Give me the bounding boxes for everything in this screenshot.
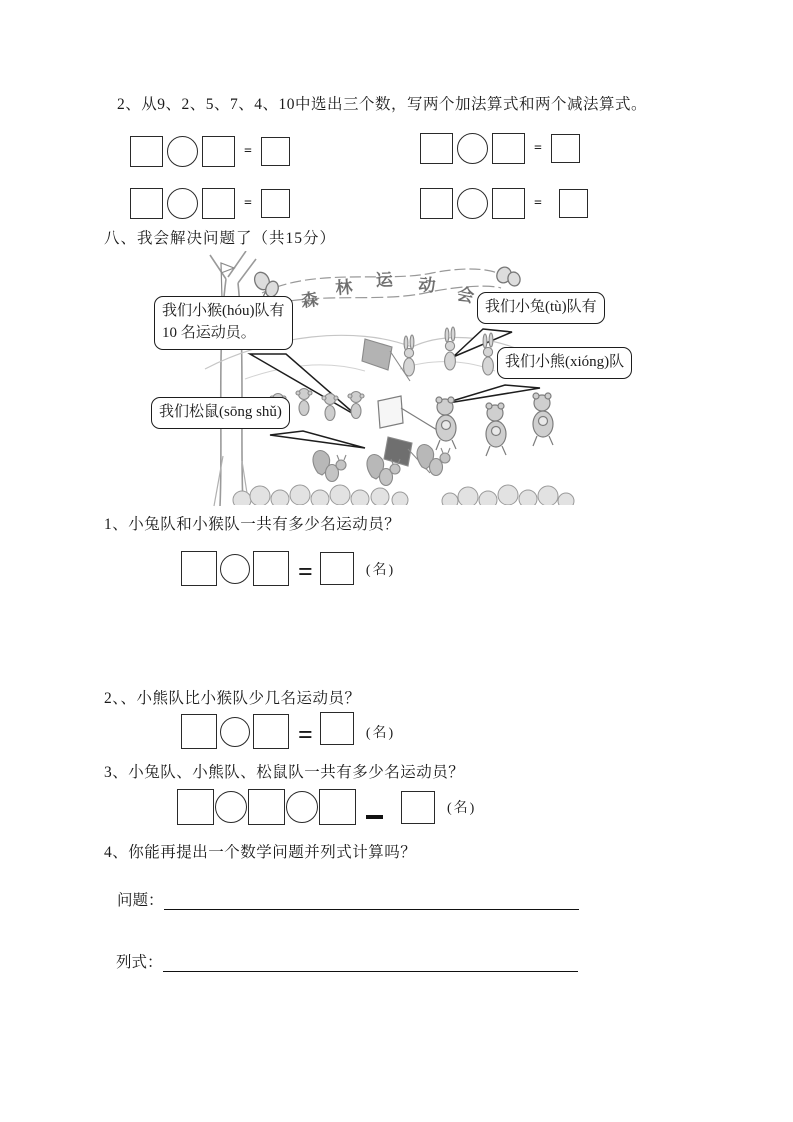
bear-speech-bubble — [497, 347, 632, 379]
answer-box — [177, 789, 214, 825]
monkey — [322, 394, 338, 421]
result-box — [320, 552, 354, 585]
answer-box — [492, 133, 525, 164]
small-flag-icon — [221, 263, 234, 299]
monkey-speech-bubble — [154, 296, 293, 350]
equals-sign: = — [534, 140, 542, 156]
team-flag — [384, 437, 412, 466]
operator-circle — [215, 791, 247, 823]
problem-row — [117, 888, 579, 910]
answer-box — [130, 136, 163, 167]
answer-box — [253, 714, 289, 749]
answer-box — [130, 188, 163, 219]
operator-circle — [220, 554, 250, 584]
result-box — [261, 189, 290, 218]
operator-circle — [220, 717, 250, 747]
banner-char: 动 — [417, 275, 437, 296]
squirrel-bubble-tail — [270, 431, 365, 448]
squirrel — [313, 450, 346, 481]
answer-box — [202, 136, 235, 167]
banner-bow-right — [494, 265, 521, 288]
answer-box — [420, 133, 453, 164]
answer-box — [420, 188, 453, 219]
answer-box — [202, 188, 235, 219]
equation-blank-row — [130, 188, 290, 219]
banner-char: 会 — [455, 284, 476, 307]
section-heading: 八、我会解决问题了（共15分） — [104, 230, 337, 247]
equation-label: 列式： — [116, 954, 163, 971]
banner-char: 运 — [375, 270, 394, 290]
monkey — [348, 392, 364, 419]
operator-circle — [167, 136, 198, 167]
equals-dash — [366, 815, 383, 819]
equation-row — [116, 950, 578, 972]
bear-bubble-text: 我们小熊(xióng)队 — [505, 354, 625, 370]
answer-box — [319, 789, 356, 825]
squirrel-speech-bubble — [151, 397, 290, 429]
equation-blank-row — [420, 188, 588, 219]
bear — [533, 393, 553, 446]
monkey-bubble-text: 10 名运动员。 — [162, 324, 256, 341]
rabbit-bubble-text: 我们小兔(tù)队有 — [485, 299, 597, 315]
answer-box — [248, 789, 285, 825]
unit-label: (名) — [447, 801, 477, 816]
rabbit — [404, 335, 415, 376]
bear — [436, 397, 456, 450]
squirrel-bubble-text: 我们松鼠(sōng shǔ) — [159, 404, 282, 420]
rabbit-team — [362, 327, 493, 381]
tree-trunk — [210, 251, 256, 506]
monkey — [296, 389, 312, 416]
problem-label: 问题： — [117, 892, 164, 909]
unit-label: (名) — [365, 725, 396, 741]
operator-circle — [286, 791, 318, 823]
bushes — [230, 485, 575, 509]
equals-sign: = — [244, 143, 252, 159]
forest-scene-drawing — [150, 251, 666, 509]
equals-sign: = — [298, 556, 313, 586]
question-4-label: 4、你能再提出一个数学问题并列式计算吗？ — [104, 844, 417, 861]
question-3-label: 3、小兔队、小熊队、松鼠队一共有多少名运动员？ — [104, 764, 465, 781]
question-1-answer-row — [181, 551, 395, 586]
unit-label: (名) — [365, 562, 396, 578]
banner-char: 森 — [299, 289, 320, 311]
equation-write-line — [163, 954, 578, 972]
squirrel — [417, 444, 450, 475]
team-flag — [362, 339, 392, 370]
banner-char: 林 — [334, 277, 354, 298]
answer-box — [181, 714, 217, 749]
question-2-answer-row — [181, 714, 395, 749]
equals-sign: = — [298, 719, 313, 749]
answer-box — [253, 551, 289, 586]
problem-write-line — [164, 892, 579, 910]
result-box — [551, 134, 580, 163]
result-box — [401, 791, 435, 824]
result-box — [320, 712, 354, 745]
answer-box — [181, 551, 217, 586]
equals-sign: = — [534, 195, 542, 211]
operator-circle — [167, 188, 198, 219]
bear-bubble-tail — [442, 385, 540, 404]
banner-title — [300, 270, 476, 311]
answer-box — [492, 188, 525, 219]
equation-blank-row — [420, 133, 580, 164]
operator-circle — [457, 188, 488, 219]
bear — [486, 403, 506, 456]
equals-sign: = — [244, 195, 252, 211]
monkey-bubble-text: 我们小猴(hóu)队有 — [162, 303, 285, 319]
question-1-label: 1、小兔队和小猴队一共有多少名运动员？ — [104, 516, 401, 533]
operator-circle — [457, 133, 488, 164]
rabbit — [445, 327, 456, 370]
forest-sports-illustration — [150, 251, 666, 509]
result-box — [261, 137, 290, 166]
team-flag — [378, 396, 403, 428]
equation-blank-row — [130, 136, 290, 167]
question-3-answer-row — [177, 789, 476, 825]
question-2-label: 2、、小熊队比小猴队少几名运动员？ — [104, 690, 361, 707]
select-numbers-question: 2、从9、2、5、7、4、10中选出三个数，写两个加法算式和两个减法算式。 — [117, 96, 648, 113]
rabbit-speech-bubble — [477, 292, 605, 324]
result-box — [559, 189, 588, 218]
